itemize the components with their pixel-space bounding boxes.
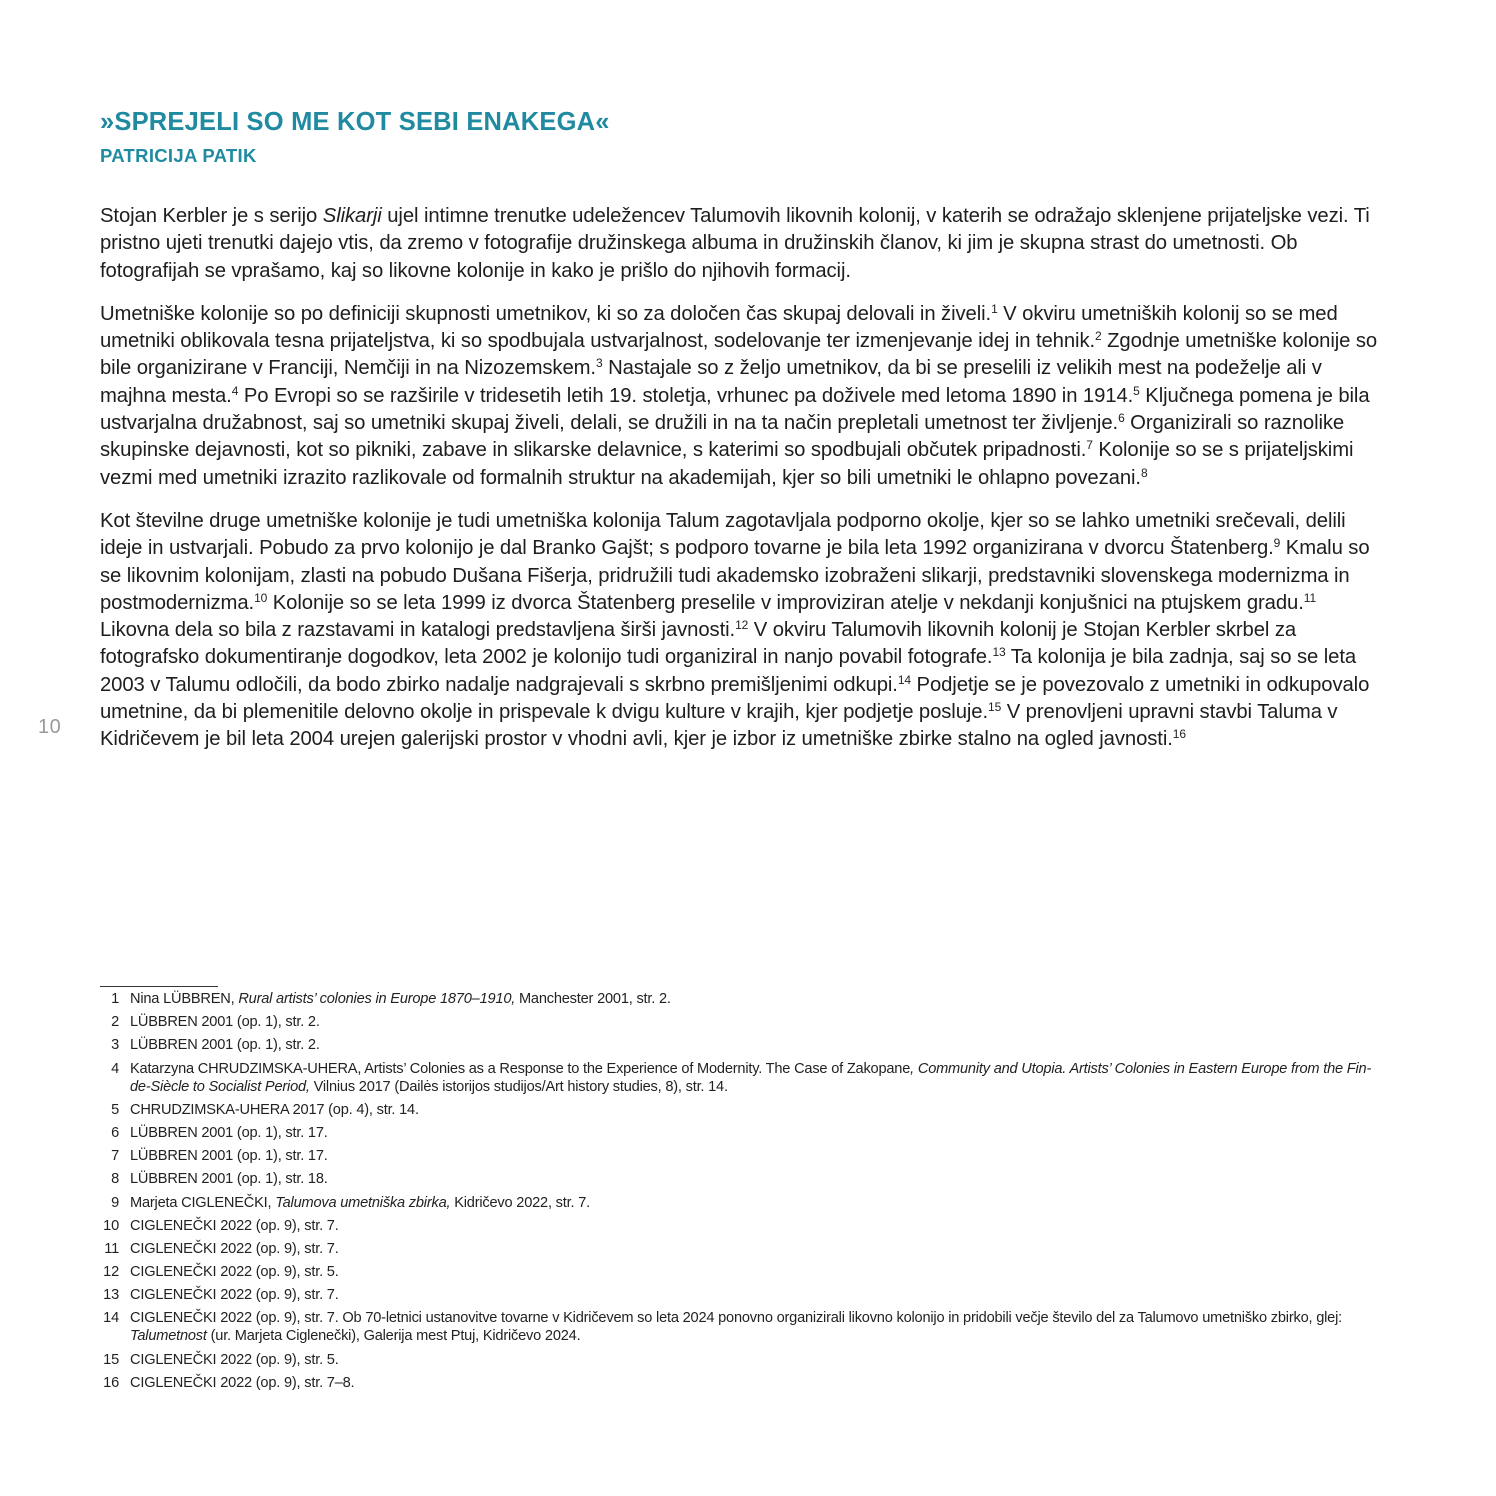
footnote-text: Manchester 2001, str. 2.	[515, 991, 671, 1007]
footnote-text: Nina LÜBBREN,	[130, 991, 239, 1007]
footnote-number: 12	[103, 1264, 119, 1281]
paragraph-1	[100, 203, 1390, 285]
article-title: »SPREJELI SO ME KOT SEBI ENAKEGA«	[100, 108, 610, 136]
footnote-ref[interactable]: 10	[254, 590, 268, 605]
footnote-number: 11	[104, 1240, 119, 1257]
footnote	[100, 990, 1390, 1008]
text-run: Kolonije so se s prijateljskimi vezmi med umetniki izrazito razlikovale od formalnih struktur na akademijah, kjer so bili umetniki le ohlapno povezani.	[100, 439, 1354, 489]
paragraph-3	[100, 508, 1390, 754]
footnotes	[100, 990, 1390, 1397]
footnote	[100, 1147, 1390, 1165]
footnote-ref[interactable]: 14	[897, 672, 911, 687]
footnote-ref[interactable]: 4	[231, 383, 239, 398]
footnote-ref[interactable]: 13	[992, 645, 1006, 660]
article-author: PATRICIJA PATIK	[100, 145, 257, 166]
footnote-text: LÜBBREN 2001 (op. 1), str. 17.	[130, 1148, 328, 1165]
footnote-number: 9	[111, 1194, 119, 1211]
footnote-text: LÜBBREN 2001 (op. 1), str. 18.	[130, 1171, 328, 1188]
text-run: V prenovljeni upravni stavbi Taluma v Kidričevem je bil leta 2004 urejen galerijski prostor v vhodni avli, kjer je izbor iz umetniške zbirke stalno na ogled javnosti.	[100, 701, 1338, 751]
article-header	[100, 106, 1390, 168]
footnote-text: Marjeta CIGLENEČKI,	[130, 1194, 276, 1211]
footnote-text: Kidričevo 2022, str. 7.	[450, 1194, 590, 1211]
footnote-italic: , Community and Utopia. Artists’ Colonies in Eastern Europe from the Fin-de-Siècle to Socialist Period,	[130, 1060, 1372, 1095]
footnote	[100, 1351, 1390, 1369]
footnote-number: 4	[111, 1060, 119, 1077]
footnote-ref[interactable]: 3	[595, 356, 603, 371]
text-run: Organizirali so raznolike skupinske dejavnosti, kot so pikniki, zabave in slikarske delavnice, s katerimi so spodbujali občutek pripadnosti.	[100, 412, 1345, 462]
footnote-text: Katarzyna CHRUDZIMSKA-UHERA, Artists’ Colonies as a Response to the Experience of Modernity. The Case of Zakopane	[130, 1060, 911, 1077]
page-number: 10	[38, 716, 62, 738]
footnote-number: 10	[103, 1217, 119, 1234]
footnote-ref[interactable]: 9	[1273, 536, 1281, 551]
footnote-ref[interactable]: 15	[988, 700, 1002, 715]
footnote-ref[interactable]: 1	[991, 301, 998, 316]
footnote	[100, 1286, 1390, 1304]
footnote	[100, 1124, 1390, 1142]
text-run: Zgodnje umetniške kolonije so bile organizirane v Franciji, Nemčiji in na Nizozemskem.	[100, 330, 1378, 380]
text-run: Po Evropi so se razširile v tridesetih letih 19. stoletja, vrhunec pa doživele med letoma 1890 in 1914.	[238, 384, 1134, 407]
footnote-number: 8	[111, 1171, 119, 1188]
footnote-number: 5	[111, 1101, 119, 1118]
footnote-ref[interactable]: 16	[1172, 727, 1186, 742]
footnote-divider	[100, 986, 218, 987]
footnote	[100, 1217, 1390, 1235]
footnote-text: CHRUDZIMSKA-UHERA 2017 (op. 4), str. 14.	[130, 1101, 419, 1118]
footnote-text: CIGLENEČKI 2022 (op. 9), str. 7–8.	[130, 1374, 355, 1391]
text-run: Kot številne druge umetniške kolonije je tudi umetniška kolonija Talum zagotavljala podporno okolje, kjer so se lahko umetniki srečevali, delili ideje in ustvarjali. Pobudo za prvo kolonijo je dal Branko Gajšt; s podporo tovarne je bila leta 1992 organizirana v dvorcu Štatenberg.	[100, 509, 1346, 560]
footnote-text: LÜBBREN 2001 (op. 1), str. 2.	[130, 1037, 320, 1054]
footnote-ref[interactable]: 12	[735, 618, 749, 633]
footnote-text: Vilnius 2017 (Dailės istorijos studijos/Art history studies, 8), str. 14.	[309, 1078, 728, 1095]
footnote	[100, 1036, 1390, 1054]
footnote-text: LÜBBREN 2001 (op. 1), str. 2.	[130, 1014, 320, 1031]
text-run: V okviru Talumovih likovnih kolonij je Stojan Kerbler skrbel za fotografsko dokumentiranje dogodkov, leta 2002 je kolonijo tudi organiziral in nanjo povabil fotografe.	[100, 619, 1297, 669]
text-run: Nastajale so z željo umetnikov, da bi se preselili iz velikih mest na podeželje ali v majhna mesta.	[100, 357, 1322, 407]
footnote-ref[interactable]: 7	[1086, 438, 1093, 453]
footnote	[100, 1309, 1390, 1345]
text-run: Stojan Kerbler je s serijo	[100, 205, 323, 227]
series-title: Slikarji	[322, 205, 382, 227]
footnote-italic: Talumetnost	[130, 1328, 207, 1345]
footnote-text: CIGLENEČKI 2022 (op. 9), str. 7.	[130, 1240, 339, 1257]
footnote	[100, 1060, 1390, 1096]
text-run: Umetniške kolonije so po definiciji skupnosti umetnikov, ki so za določen čas skupaj delovali in živeli.	[100, 302, 992, 325]
footnote-number: 1	[111, 991, 119, 1007]
footnote-ref[interactable]: 2	[1095, 329, 1102, 344]
text-run: Ta kolonija je bila zadnja, saj so se leta 2003 v Talumu odločili, da bodo zbirko nadalje nadgrajevali s skrbno premišljenimi odkupi.	[100, 646, 1357, 696]
footnote-text: CIGLENEČKI 2022 (op. 9), str. 7.	[130, 1217, 339, 1234]
text-run: Likovna dela so bila z razstavami in katalogi predstavljena širši javnosti.	[100, 619, 736, 642]
footnote-italic: Rural artists’ colonies in Europe 1870–1910,	[238, 991, 516, 1007]
footnote	[100, 1263, 1390, 1281]
footnote-ref[interactable]: 8	[1140, 465, 1148, 480]
article-body	[100, 203, 1390, 770]
footnote-text: LÜBBREN 2001 (op. 1), str. 17.	[130, 1124, 328, 1141]
footnote-number: 16	[103, 1374, 119, 1391]
footnote-number: 7	[111, 1148, 119, 1165]
text-run: Kmalu so se likovnim kolonijam, zlasti na pobudo Dušana Fišerja, pridružili tudi akademsko izobraženi slikarji, predstavniki slovenskega modernizma in postmodernizma.	[100, 537, 1370, 614]
footnote-text: CIGLENEČKI 2022 (op. 9), str. 5.	[130, 1264, 339, 1281]
text-run: V okviru umetniških kolonij so se med umetniki oblikovala tesna prijateljstva, ki so spodbujala ustvarjalnost, sodelovanje ter izmenjevanje idej in tehnik.	[100, 302, 1338, 353]
footnote-italic: Talumova umetniška zbirka,	[275, 1194, 451, 1211]
footnote	[100, 1374, 1390, 1392]
footnote-number: 13	[103, 1287, 119, 1304]
paragraph-2	[100, 301, 1390, 492]
footnote-text: (ur. Marjeta Ciglenečki), Galerija mest Ptuj, Kidričevo 2024.	[206, 1328, 581, 1345]
footnote	[100, 1170, 1390, 1188]
footnote	[100, 1240, 1390, 1258]
footnote-ref[interactable]: 11	[1303, 590, 1317, 605]
text-run: Kolonije so se leta 1999 iz dvorca Štatenberg preselile v improviziran atelje v nekdanji konjušnici na ptujskem gradu.	[267, 591, 1304, 614]
footnote-text: CIGLENEČKI 2022 (op. 9), str. 7.	[130, 1287, 339, 1304]
footnote	[100, 1194, 1390, 1212]
footnote	[100, 1013, 1390, 1031]
footnote-number: 3	[111, 1037, 119, 1054]
text-run: Ključnega pomena je bila ustvarjalna družabnost, saj so umetniki skupaj živeli, delali, se družili in na ta način prepletali umetnost ter življenje.	[100, 384, 1370, 435]
footnote-number: 6	[111, 1124, 119, 1141]
footnote-number: 15	[103, 1351, 119, 1368]
text-run: ujel intimne trenutke udeležencev Talumovih likovnih kolonij, v katerih se odražajo sklenjene prijateljske vezi. Ti pristno ujeti trenutki dajejo vtis, da zremo v fotografije družinskega albuma in družinskih članov, ki jim je skupna strast do umetnosti. Ob fotografijah se vprašamo, kaj so likovne kolonije in kako je prišlo do njihovih formacij.	[100, 205, 1370, 282]
footnote-text: CIGLENEČKI 2022 (op. 9), str. 5.	[130, 1351, 339, 1368]
footnote-ref[interactable]: 6	[1118, 411, 1125, 426]
footnote-ref[interactable]: 5	[1133, 383, 1140, 398]
footnote-text: CIGLENEČKI 2022 (op. 9), str. 7. Ob 70-letnici ustanovitve tovarne v Kidričevem so leta 2024 ponovno organizirali likovno kolonijo in pridobili večje število del za Talumovo umetniško zbirko, glej:	[130, 1310, 1342, 1327]
text-run: Podjetje se je povezovalo z umetniki in odkupovalo umetnine, da bi plemenitile delovno okolje in prispevale k dvigu kulture v krajih, kjer podjetje posluje.	[100, 673, 1370, 724]
footnote-number: 2	[111, 1014, 119, 1031]
footnote-number: 14	[103, 1310, 119, 1327]
footnote	[100, 1101, 1390, 1119]
